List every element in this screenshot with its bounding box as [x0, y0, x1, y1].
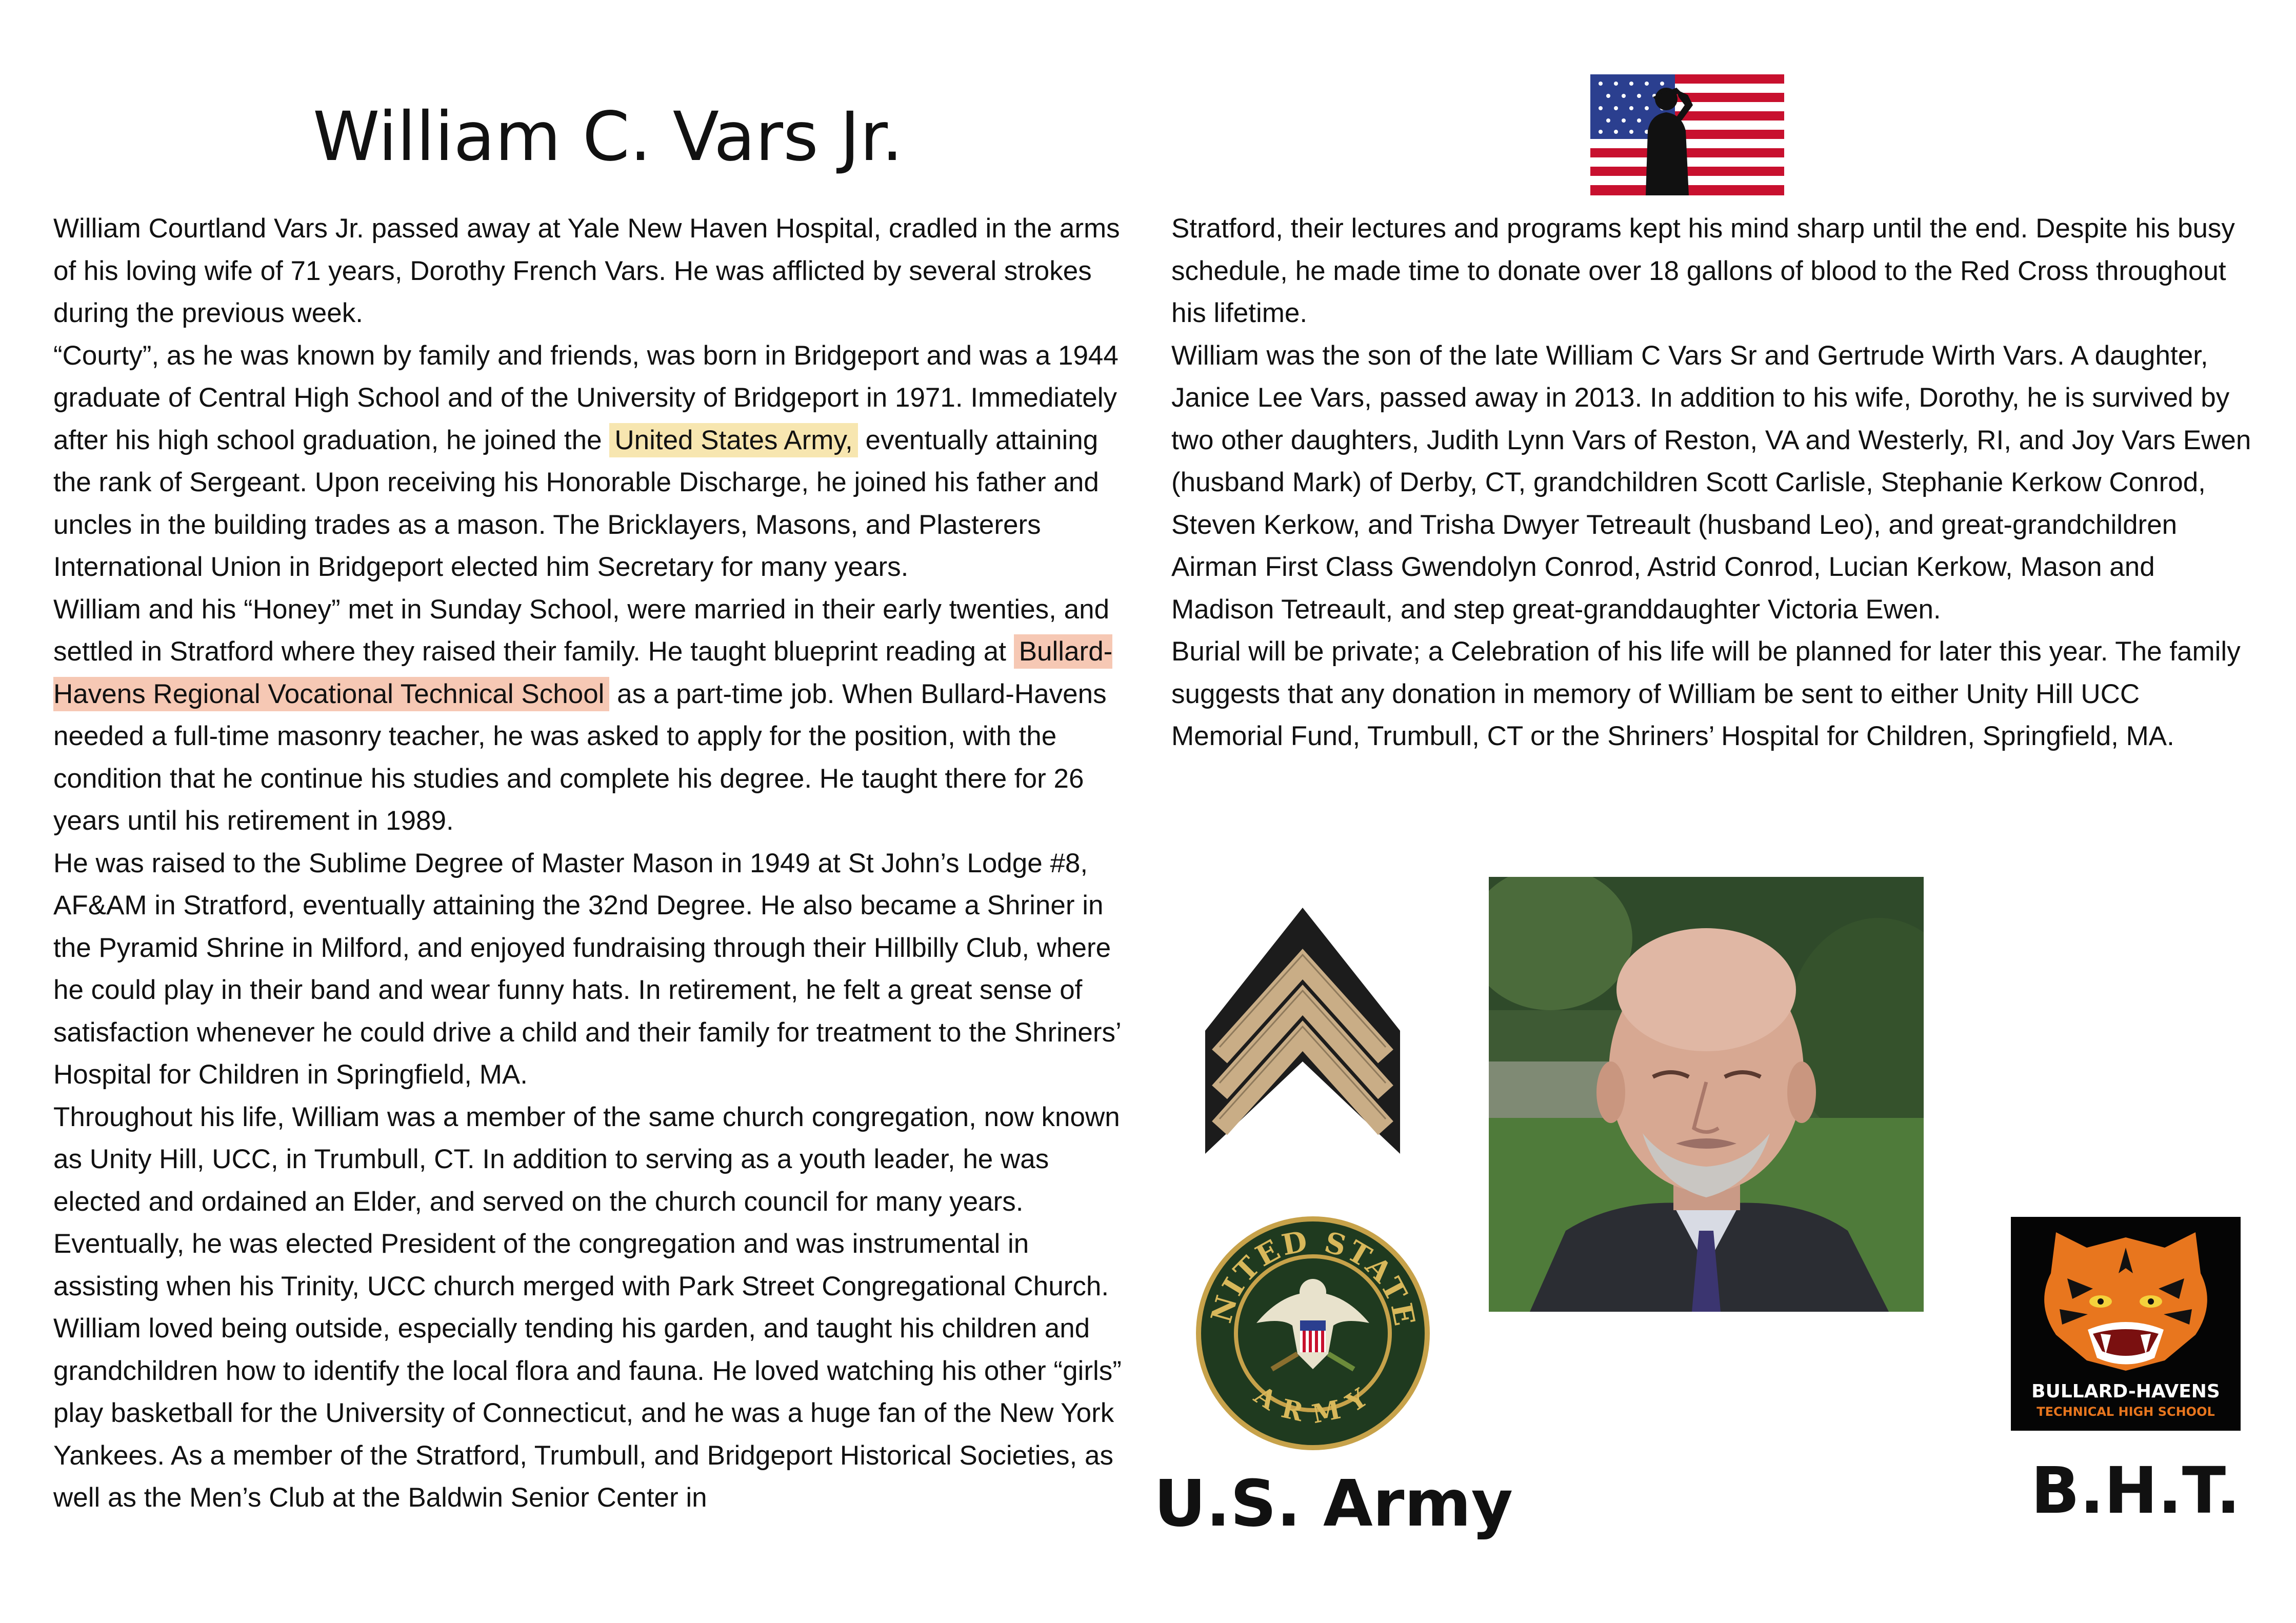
flag-salute-icon: [1590, 74, 1784, 195]
text-run: eventually attaining the rank of Sergeant. Upon receiving his Honorable Discharge, he joined his father and uncles in the building trades as a mason. The Bricklayers, Masons, and Plasterers International Union in Bridgeport elected him Secretary for many years.: [53, 425, 1099, 582]
text-run: as a part-time job. When Bullard-Havens needed a full-time masonry teacher, he was asked to apply for the position, with the condition that he continue his studies and complete his degree. He taught there for 26 years until his retirement in 1989.: [53, 678, 1107, 836]
tiger-logo-line2: TECHNICAL HIGH SCHOOL: [2037, 1405, 2215, 1419]
seal-bottom-text: ARMY: [1249, 1379, 1377, 1430]
highlight-school: Bullard-Havens Regional Vocational Technical School: [53, 634, 1112, 711]
page-title: William C. Vars Jr.: [313, 97, 903, 176]
text-run: “Courty”, as he was known by family and friends, was born in Bridgeport and was a 1944 graduate of Central High School and of the University of Bridgeport in 1971. Immediately after his high school graduation, he joined the: [53, 340, 1119, 455]
obituary-right-column: [1171, 208, 2259, 758]
army-seal-icon: [1195, 1215, 1431, 1451]
sergeant-chevrons-icon: [1205, 908, 1400, 1159]
text-run: William and his “Honey” met in Sunday School, were married in their early twenties, and settled in Stratford where they raised their family. He taught blueprint reading at: [53, 594, 1110, 667]
paragraph: William was the son of the late William C Vars Sr and Gertrude Wirth Vars. A daughter, Janice Lee Vars, passed away in 2013. In addition to his wife, Dorothy, he is survived by two other daughters, Judith Lynn Vars of Reston, VA and Westerly, RI, and Joy Vars Ewen (husband Mark) of Derby, CT, grandchildren Scott Carlisle, Stephanie Kerkow Conrod, Steven Kerkow, and Trisha Dwyer Tetreault (husband Leo), and great-grandchildren Airman First Class Gwendolyn Conrod, Astrid Conrod, Lucian Kerkow, Mason and Madison Tetreault, and step great-granddaughter Victoria Ewen.: [1171, 340, 2251, 625]
seal-top-text: NITED STATE: [1204, 1224, 1422, 1331]
highlight-army: United States Army,: [609, 423, 857, 457]
tiger-logo-line1: BULLARD-HAVENS: [2031, 1381, 2220, 1402]
army-caption: U.S. Army: [1154, 1467, 1513, 1541]
paragraph: [53, 589, 1141, 843]
portrait-photo: [1489, 877, 1924, 1312]
bht-caption: B.H.T.: [2031, 1454, 2241, 1528]
paragraph: William Courtland Vars Jr. passed away at Yale New Haven Hospital, cradled in the arms of his loving wife of 71 years, Dorothy French Vars. He was afflicted by several strokes during the previous week.: [53, 213, 1120, 328]
paragraph: William loved being outside, especially tending his garden, and taught his children and grandchildren how to identify the local flora and fauna. He loved watching his other “girls” play basketball for the University of Connecticut, and he was a huge fan of the New York Yankees. As a member of the Stratford, Trumbull, and Bridgeport Historical Societies, as well as the Men’s Club at the Baldwin Senior Center in: [53, 1313, 1122, 1513]
tiger-logo-icon: [2011, 1217, 2241, 1431]
paragraph: Stratford, their lectures and programs kept his mind sharp until the end. Despite his busy schedule, he made time to donate over 18 gallons of blood to the Red Cross throughout his lifetime.: [1171, 213, 2235, 328]
paragraph: Burial will be private; a Celebration of his life will be planned for later this year. The family suggests that any donation in memory of William be sent to either Unity Hill UCC Memorial Fund, Trumbull, CT or the Shriners’ Hospital for Children, Springfield, MA.: [1171, 636, 2241, 751]
paragraph: Throughout his life, William was a member of the same church congregation, now known as Unity Hill, UCC, in Trumbull, CT. In addition to serving as a youth leader, he was elected and ordained an Elder, and served on the church council for many years. Eventually, he was elected President of the congregation and was instrumental in assisting when his Trinity, UCC church merged with Park Street Congregational Church.: [53, 1101, 1120, 1301]
paragraph: He was raised to the Sublime Degree of Master Mason in 1949 at St John’s Lodge #8, AF&AM in Stratford, eventually attaining the 32nd Degree. He also became a Shriner in the Pyramid Shrine in Milford, and enjoyed fundraising through their Hillbilly Club, where he could play in their band and wear funny hats. In retirement, he felt a great sense of satisfaction whenever he could drive a child and their family for treatment to the Shriners’ Hospital for Children in Springfield, MA.: [53, 848, 1121, 1090]
paragraph: [53, 335, 1141, 589]
obituary-left-column: [53, 208, 1141, 1519]
